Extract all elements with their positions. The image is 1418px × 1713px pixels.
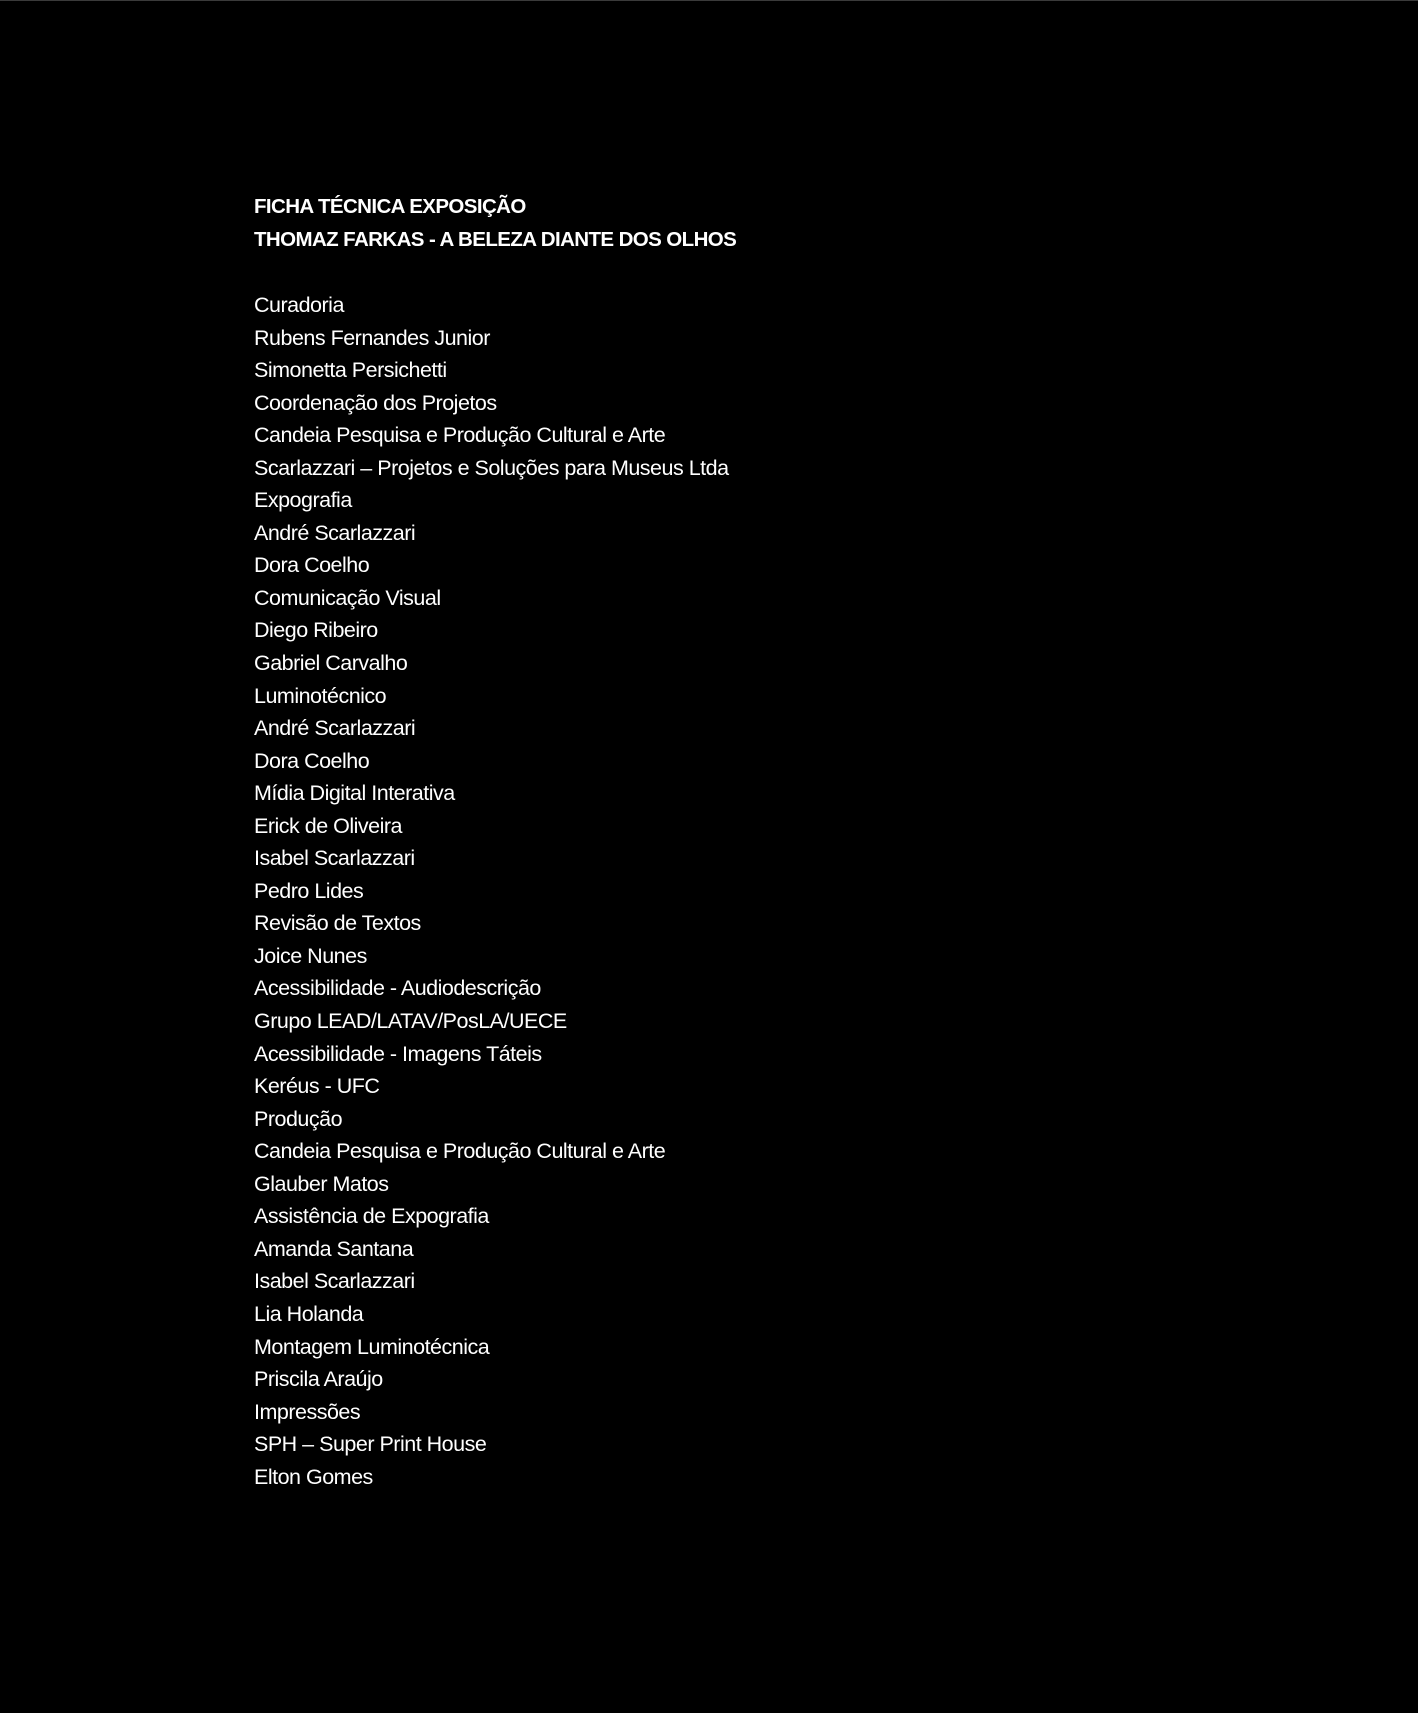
credit-line: Curadoria — [254, 293, 344, 317]
credit-line: Dora Coelho — [254, 553, 370, 578]
credit-line: André Scarlazzari — [254, 716, 416, 741]
credit-line: Comunicação Visual — [254, 585, 441, 610]
credit-line: Grupo LEAD/LATAV/PosLA/UECE — [254, 1009, 567, 1034]
credit-line: Simonetta Persichetti — [254, 358, 447, 383]
credit-line: Candeia Pesquisa e Produção Cultural e Arte — [254, 1139, 666, 1164]
credit-line: Elton Gomes — [254, 1464, 373, 1489]
credit-line: Lia Holanda — [254, 1301, 364, 1326]
credit-line: Priscila Araújo — [254, 1367, 383, 1392]
credit-line: Glauber Matos — [254, 1171, 389, 1196]
credit-line: Pedro Lides — [254, 878, 364, 903]
credit-line: SPH – Super Print House — [254, 1432, 487, 1457]
credit-line: Coordenação dos Projetos — [254, 390, 497, 415]
credit-line: Expografia — [254, 488, 352, 513]
credit-line: André Scarlazzari — [254, 520, 416, 545]
credit-line: Erick de Oliveira — [254, 813, 403, 838]
credit-line: Isabel Scarlazzari — [254, 846, 415, 871]
credit-line: Joice Nunes — [254, 943, 367, 968]
credits-block — [254, 191, 1154, 1493]
credit-line: Rubens Fernandes Junior — [254, 325, 490, 350]
page-title — [254, 191, 1154, 256]
credit-line: Luminotécnico — [254, 683, 387, 708]
credit-line: Gabriel Carvalho — [254, 651, 408, 676]
credit-line: Scarlazzari – Projetos e Soluções para Museus Ltda — [254, 455, 729, 480]
credit-line: Mídia Digital Interativa — [254, 781, 455, 806]
title-line-exhibition-credits: FICHA TÉCNICA EXPOSIÇÃO — [254, 195, 526, 218]
credit-line: Candeia Pesquisa e Produção Cultural e Arte — [254, 423, 666, 448]
credit-line: Montagem Luminotécnica — [254, 1334, 490, 1359]
credit-line: Revisão de Textos — [254, 911, 421, 936]
credit-line: Keréus - UFC — [254, 1074, 380, 1099]
credit-line: Diego Ribeiro — [254, 618, 378, 643]
credit-line: Acessibilidade - Audiodescrição — [254, 976, 541, 1001]
credit-line: Produção — [254, 1106, 343, 1131]
credit-line: Isabel Scarlazzari — [254, 1269, 415, 1294]
credit-line: Acessibilidade - Imagens Táteis — [254, 1041, 542, 1066]
credits-list — [254, 289, 1154, 1493]
credit-line: Dora Coelho — [254, 748, 370, 773]
credit-line: Impressões — [254, 1399, 361, 1424]
title-line-exhibition-name: THOMAZ FARKAS - A BELEZA DIANTE DOS OLHOS — [254, 227, 737, 251]
credit-line: Assistência de Expografia — [254, 1204, 489, 1229]
credit-line: Amanda Santana — [254, 1236, 414, 1261]
